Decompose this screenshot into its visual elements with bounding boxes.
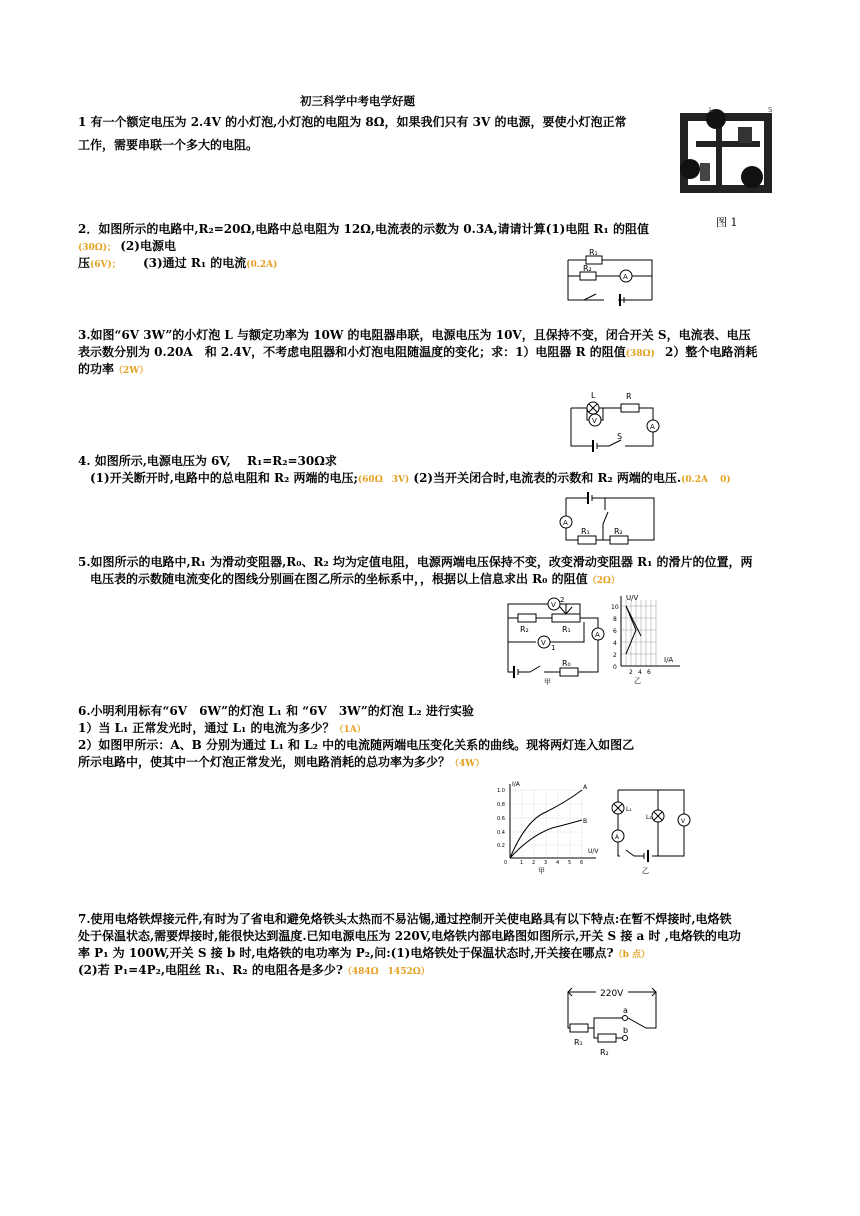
- q1-line2: 工作，需要串联一个多大的电阻。: [78, 138, 259, 152]
- q4-answer-2: (0.2A 0): [681, 475, 731, 485]
- q1-line1: 1 有一个额定电压为 2.4V 的小灯泡,小灯泡的电阻为 8Ω，如果我们只有 3V 的电源，要使小灯泡正常: [78, 115, 627, 129]
- q2-part2: (2)电源电: [120, 239, 176, 253]
- q5-label-a: A: [595, 631, 600, 639]
- q3-label-a: A: [650, 423, 655, 431]
- q2-answer-2: (6V)；: [90, 260, 121, 270]
- q6-line3: 2）如图甲所示：A、B 分别为通过 L₁ 和 L₂ 中的电流随两端电压变化关系的曲线。现将两灯连入如图乙: [78, 738, 635, 752]
- q4-answer-1: (60Ω 3V): [357, 475, 410, 485]
- q6-circuit-label-v: V: [681, 818, 686, 825]
- q2-answer-3: (0.2A): [246, 260, 278, 270]
- q3-line2a: 表示数分别为 0.20A 和 2.4V，不考虑电阻器和小灯泡电阻随温度的变化；求：1）电阻器 R 的阻值: [78, 345, 626, 359]
- q7-answer-2: （484Ω 1452Ω）: [342, 967, 430, 977]
- q4-line2a: (1)开关断开时,电路中的总电阻和 R₂ 两端的电压;: [90, 471, 358, 485]
- q5-graph: [610, 592, 690, 684]
- q5-circuit: [500, 594, 610, 684]
- q6-circuit-label-a: A: [615, 834, 620, 841]
- q5-graph-ytick: 4: [613, 640, 617, 647]
- q7-circuit: [562, 982, 662, 1062]
- q3-line2b: 2）整个电路消耗: [665, 345, 758, 359]
- q4-line2b: (2)当开关闭合时,电流表的示数和 R₂ 两端的电压.: [413, 471, 682, 485]
- q7-answer-1: （b 点）: [613, 950, 651, 960]
- q6-circuit-label-yi: 乙: [642, 867, 649, 875]
- q6-line2: 1）当 L₁ 正常发光时，通过 L₁ 的电流为多少？: [78, 721, 335, 735]
- q6-line1: 6.小明利用标有“6V 6W”的灯泡 L₁ 和 “6V 3W”的灯泡 L₂ 进行实验: [78, 704, 474, 718]
- q4-circuit: [558, 490, 663, 550]
- q6-graph-curve-b: B: [583, 818, 588, 825]
- q2-circuit: [560, 248, 660, 308]
- q5-label-jia: 甲: [544, 678, 551, 686]
- q5-graph-x-axis: I/A: [664, 656, 674, 664]
- q5-label-r2: R₂: [520, 625, 529, 634]
- q5-line2: 电压表的示数随电流变化的图线分别画在图乙所示的坐标系中，，根据以上信息求出 R₀ 的阻值: [90, 572, 588, 586]
- q4-label-r1: R₁: [581, 527, 590, 536]
- q6-graph-ytick: 0.2: [497, 843, 505, 849]
- q3-answer-1: (38Ω): [625, 349, 655, 359]
- q6-graph-xtick: 3: [544, 860, 548, 866]
- q5-graph-ytick: 10: [611, 604, 619, 611]
- q5-graph-xtick: 4: [638, 669, 642, 676]
- q7-circuit-label-b: b: [623, 1026, 629, 1035]
- q5-label-v2: V: [551, 601, 556, 609]
- q5-label-r1: R₁: [562, 625, 571, 634]
- q5-graph-y-axis: U/V: [626, 594, 639, 602]
- q5-graph-xtick: 6: [647, 669, 651, 676]
- q3-label-v: V: [592, 417, 597, 425]
- q5-graph-ytick: 2: [613, 652, 617, 659]
- q3-label-r: R: [626, 392, 632, 401]
- q4-label-a: A: [563, 519, 568, 527]
- fig1-mark-s: S: [768, 106, 773, 114]
- q6-graph-xtick: 4: [556, 860, 560, 866]
- q6-graph-curve-a: A: [583, 784, 588, 791]
- q5-label-r0: R₀: [562, 659, 571, 668]
- q6-graph-y-axis: I/A: [512, 781, 520, 788]
- q5-answer: （2Ω）: [587, 576, 620, 586]
- q4-label-r2: R₂: [614, 527, 623, 536]
- q6-circuit-label-l2: L₂: [646, 814, 652, 821]
- q5-graph-ytick: 6: [613, 628, 617, 635]
- q7-circuit-label-r1: R₁: [574, 1038, 583, 1047]
- q2-label-r2: R₂: [583, 264, 592, 273]
- q2-line1: 2．如图所示的电路中,R₂=20Ω,电路中总电阻为 12Ω,电流表的示数为 0.3A,请请计算(1)电阻 R₁ 的阻值: [78, 222, 649, 236]
- q2-answer-1: (30Ω)；: [78, 243, 117, 253]
- q6-answer-1: （1A）: [334, 725, 366, 735]
- q6-graph-label-jia: 甲: [538, 867, 545, 875]
- q3-label-l: L: [591, 391, 596, 400]
- q5-graph-ytick: 8: [613, 616, 617, 623]
- q6-graph-ytick: 0.4: [497, 830, 505, 836]
- q6-graph: [496, 780, 611, 875]
- q7-circuit-voltage: 220V: [600, 989, 624, 999]
- q6-graph-ytick: 1.0: [497, 788, 505, 794]
- q1-figure: [676, 103, 786, 201]
- q6-circuit-label-l1: L₁: [626, 806, 632, 813]
- q5-graph-ytick: 0: [613, 664, 617, 671]
- q2-line3a: 压: [78, 256, 91, 270]
- q6-graph-ytick: 0.6: [497, 816, 505, 822]
- q3-line3: 的功率: [78, 362, 115, 376]
- page-title: 初三科学中考电学好题: [300, 94, 415, 108]
- q5-line1: 5.如图所示的电路中,R₁ 为滑动变阻器,R₀、R₂ 均为定值电阻，电源两端电压保持不变，改变滑动变阻器 R₁ 的滑片的位置，两: [78, 555, 753, 569]
- q6-line4: 所示电路中，使其中一个灯泡正常发光，则电路消耗的总功率为多少？: [78, 755, 451, 769]
- q7-circuit-label-r2: R₂: [600, 1048, 609, 1057]
- q5-label-n1: 1: [551, 644, 556, 652]
- q6-graph-xtick: 6: [580, 860, 584, 866]
- q3-circuit: [565, 390, 665, 452]
- q5-label-v1: V: [541, 639, 546, 647]
- q6-graph-ytick: 0.8: [497, 802, 505, 808]
- q6-graph-xtick: 1: [520, 860, 524, 866]
- q5-graph-label-yi: 乙: [634, 677, 641, 685]
- q2-line3b: (3)通过 R₁ 的电流: [142, 256, 247, 270]
- q2-label-a: A: [623, 273, 628, 281]
- q5-graph-xtick: 2: [629, 669, 633, 676]
- fig1-mark-l: L: [709, 106, 713, 114]
- q6-answer-2: （4W）: [450, 759, 485, 769]
- q2-label-r1: R₁: [589, 248, 598, 257]
- q5-label-n2: 2: [560, 596, 565, 604]
- q7-line2: 处于保温状态,需要焊接时,能很快达到温度.已知电源电压为 220V,电烙铁内部电路图如图所示,开关 S 接 a 时 ,电烙铁的电功: [78, 929, 741, 943]
- q6-circuit: [606, 784, 690, 874]
- q6-graph-xtick: 2: [532, 860, 536, 866]
- q3-answer-2: （2W）: [114, 366, 149, 376]
- q7-line3: 率 P₁ 为 100W,开关 S 接 b 时,电烙铁的电功率为 P₂,问:(1)电烙铁处于保温状态时,开关接在哪点?: [78, 946, 614, 960]
- q1-figure-label: 图 1: [716, 216, 738, 229]
- q3-label-s: S: [617, 432, 623, 441]
- q7-line4: (2)若 P₁=4P₂,电阻丝 R₁、R₂ 的电阻各是多少?: [78, 963, 343, 977]
- q6-graph-ytick: 0: [504, 860, 508, 866]
- q4-line1: 4. 如图所示,电源电压为 6V, R₁=R₂=30Ω求: [78, 454, 337, 468]
- q3-line1: 3.如图“6V 3W”的小灯泡 L 与额定功率为 10W 的电阻器串联，电源电压为 10V，且保持不变，闭合开关 S，电流表、电压: [78, 328, 751, 342]
- q7-line1: 7.使用电烙铁焊接元件,有时为了省电和避免烙铁头太热而不易沾锡,通过控制开关使电路具有以下特点:在暂不焊接时,电烙铁: [78, 912, 732, 926]
- q6-graph-xtick: 5: [568, 860, 572, 866]
- q7-circuit-label-a: a: [623, 1006, 628, 1015]
- q6-graph-x-axis: U/V: [588, 848, 599, 855]
